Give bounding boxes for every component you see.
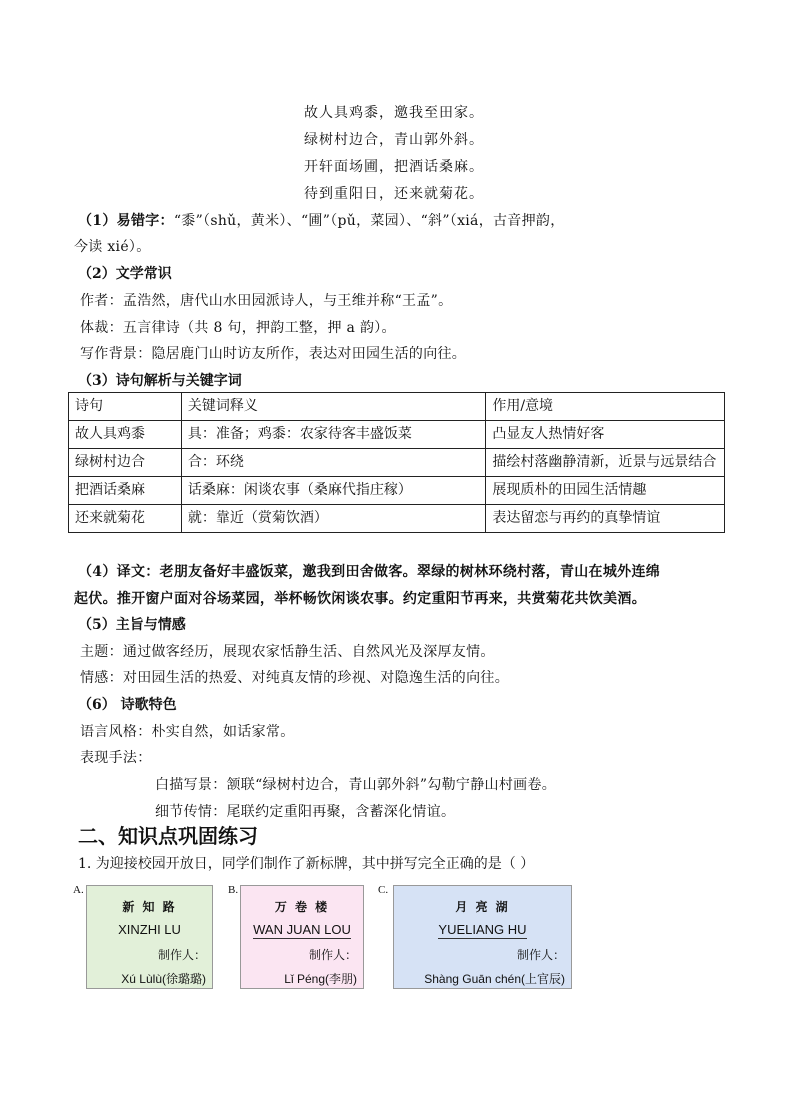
translation-line2: 起伏。推开窗户面对谷场菜园，举杯畅饮闲谈农事。约定重阳节再来，共赏菊花共饮美酒。 [74, 591, 646, 607]
maker-label: 制作人： [308, 948, 357, 962]
section-4-title: （4）译文： [78, 564, 160, 580]
maker-label: 制作人： [157, 948, 206, 962]
table-row [69, 505, 725, 533]
poem-line: 绿树村边合，青山郭外斜。 [304, 132, 484, 148]
section-6-title: （6） 诗歌特色 [78, 697, 177, 713]
maker-name: Xú Lùlù(徐璐璐) [121, 972, 206, 986]
table-row [69, 449, 725, 477]
section-1-text: “黍”（shǔ，黄米）、“圃”（pǔ，菜园）、“斜”（xiá，古音押韵， [173, 213, 565, 229]
maker-label: 制作人： [516, 948, 565, 962]
style-text: 语言风格：朴实自然，如话家常。 [80, 724, 295, 740]
table-header-cell: 诗句 [69, 393, 182, 421]
maker-name: Shàng Guān chén(上官辰) [424, 972, 565, 986]
poem-line: 待到重阳日，还来就菊花。 [304, 186, 484, 202]
sign-name: 万 卷 楼 [274, 900, 330, 914]
poem-block [304, 100, 484, 208]
table-row [69, 477, 725, 505]
keyword-table [68, 392, 725, 533]
table-row [69, 421, 725, 449]
genre-text: 体裁：五言律诗（共 8 句，押韵工整，押 a 韵）。 [80, 320, 396, 336]
section-2-title: （2）文学常识 [78, 266, 172, 282]
table-cell: 绿树村边合 [69, 449, 182, 477]
table-cell: 展现质朴的田园生活情趣 [486, 477, 725, 505]
table-header-cell: 作用/意境 [486, 393, 725, 421]
section-1-line2: 今读 xié）。 [74, 239, 151, 255]
option-letter: B. [228, 884, 239, 896]
sign-pinyin: YUELIANG HU [438, 922, 527, 937]
sign-card-a[interactable] [86, 885, 213, 989]
option-letter: C. [378, 884, 389, 896]
technique-item: 细节传情：尾联约定重阳再聚，含蓄深化情谊。 [155, 804, 456, 820]
table-cell: 话桑麻：闲谈农事（桑麻代指庄稼） [181, 477, 486, 505]
table-cell: 还来就菊花 [69, 505, 182, 533]
table-cell: 把酒话桑麻 [69, 477, 182, 505]
technique-item: 白描写景：颔联“绿树村边合，青山郭外斜”勾勒宁静山村画卷。 [155, 777, 557, 793]
table-cell: 具：准备；鸡黍：农家待客丰盛饭菜 [181, 421, 486, 449]
table-header-row [69, 393, 725, 421]
sign-card-b[interactable] [240, 885, 364, 989]
question-1-text: 1. 为迎接校园开放日，同学们制作了新标牌，其中拼写完全正确的是（ ） [78, 856, 535, 872]
maker-name: Lǐ Péng(李朋) [284, 972, 357, 986]
author-text: 作者：孟浩然，唐代山水田园派诗人，与王维并称“王孟”。 [80, 293, 453, 309]
table-cell: 合：环绕 [181, 449, 486, 477]
sign-pinyin: XINZHI LU [118, 922, 181, 937]
sign-card-c[interactable] [393, 885, 572, 989]
theme-text: 主题：通过做客经历，展现农家恬静生活、自然风光及深厚友情。 [80, 644, 495, 660]
table-cell: 凸显友人热情好客 [486, 421, 725, 449]
section-1-line1 [78, 210, 565, 230]
table-cell: 故人具鸡黍 [69, 421, 182, 449]
section-1-title: （1）易错字： [78, 213, 174, 229]
table-cell: 表达留恋与再约的真挚情谊 [486, 505, 725, 533]
sign-name: 新 知 路 [122, 900, 177, 914]
table-cell: 就：靠近（赏菊饮酒） [181, 505, 486, 533]
section-4-line1 [78, 561, 660, 581]
part-2-heading: 二、知识点巩固练习 [78, 824, 258, 848]
table-header-cell: 关键词释义 [181, 393, 486, 421]
emotion-text: 情感：对田园生活的热爱、对纯真友情的珍视、对隐逸生活的向往。 [80, 670, 509, 686]
option-letter: A. [73, 884, 84, 896]
table-cell: 描绘村落幽静清新，近景与远景结合 [486, 449, 725, 477]
section-3-title: （3）诗句解析与关键字词 [78, 373, 242, 389]
poem-line: 开轩面场圃，把酒话桑麻。 [304, 159, 484, 175]
background-text: 写作背景：隐居鹿门山时访友所作，表达对田园生活的向往。 [80, 346, 467, 362]
sign-name: 月 亮 湖 [455, 900, 510, 914]
poem-line: 故人具鸡黍，邀我至田家。 [304, 105, 484, 121]
sign-pinyin: WAN JUAN LOU [253, 922, 351, 937]
section-5-title: （5）主旨与情感 [78, 617, 186, 633]
technique-label: 表现手法： [80, 750, 152, 766]
translation-text: 老朋友备好丰盛饭菜，邀我到田舍做客。翠绿的树林环绕村落，青山在城外连绵 [159, 564, 661, 580]
